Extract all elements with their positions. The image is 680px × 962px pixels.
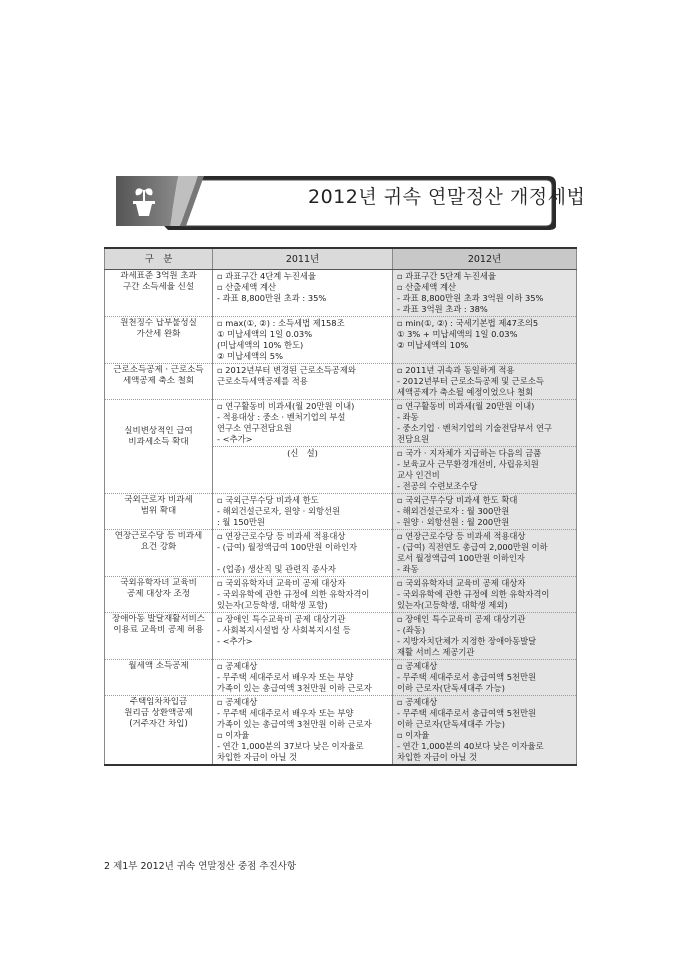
cell-2011-line: - 사회복지시설법 상 사회복지시설 등: [217, 625, 351, 635]
cell-2012-line: - 연간 1,000분의 40보다 낮은 이자율로: [397, 741, 544, 751]
category-line: 세액공제 축소 철회: [122, 376, 195, 386]
cell-2011-line: - (업종) 생산직 및 관련직 종사자: [217, 564, 336, 574]
row-category: [105, 270, 213, 317]
row-category: [105, 577, 213, 613]
cell-2011-line: [217, 553, 388, 564]
cell-2011-line: - 해외건설근로자, 원양 · 외항선원: [217, 506, 341, 516]
cell-2011-line: ▫ 이자율: [217, 730, 250, 740]
category-line: 원천징수 납부불성실: [120, 318, 197, 328]
cell-2011: [213, 494, 393, 530]
cell-2011-line: 근로소득세액공제를 적용: [217, 376, 308, 386]
cell-2011-line: ▫ 연장근로수당 등 비과세 적용대상: [217, 531, 346, 541]
cell-2012-line: - (좌동): [397, 625, 426, 635]
table-row: [105, 494, 577, 530]
table-row: [105, 613, 577, 660]
cell-2011: [213, 400, 393, 447]
cell-2012-line: ▫ 2011년 귀속과 동일하게 적용: [397, 365, 515, 375]
row-category: [105, 660, 213, 696]
cell-2011-line: ② 미납세액의 5%: [217, 351, 283, 361]
cell-2011-line: ▫ max(①, ②) : 소득세법 제158조: [217, 318, 345, 328]
cell-2012: [393, 364, 577, 400]
cell-2012-line: - 무주택 세대주로서 총급여액 5천만원: [397, 708, 537, 718]
row-category: [105, 494, 213, 530]
category-line: 근로소득공제 · 근로소득: [113, 365, 204, 375]
category-line: 실비변상적인 급여: [124, 426, 193, 436]
cell-2012-line: - 좌동: [397, 564, 419, 574]
cell-2011-line: ▫ 국외근무수당 비과세 한도: [217, 495, 319, 505]
table-row: [105, 696, 577, 766]
cell-2011-line: - 국외유학에 관한 규정에 의한 유학자격이: [217, 589, 370, 599]
category-line: 요건 강화: [140, 542, 177, 552]
row-category: [105, 400, 213, 494]
cell-2011-line: ▫ 장애인 특수교육비 공제 대상기관: [217, 614, 346, 624]
cell-2012-line: 세액공제가 축소될 예정이었으나 철회: [397, 387, 534, 397]
cell-2012-line: ▫ 국가 · 지자체가 지급하는 다음의 금품: [397, 448, 542, 458]
cell-2011-line: ▫ 국외유학자녀 교육비 공제 대상자: [217, 578, 346, 588]
category-line: 장애아동 발달재활서비스: [111, 614, 206, 624]
cell-2011-line: - 연간 1,000분의 37보다 낮은 이자율로: [217, 741, 364, 751]
cell-2012-line: ▫ min(①, ②) : 국세기본법 제47조의5: [397, 318, 539, 328]
cell-2011-line: - <추가>: [217, 636, 253, 646]
table-row: [105, 577, 577, 613]
cell-2011: [213, 660, 393, 696]
cell-2012-line: 이하 근로자(단독세대주 가능): [397, 719, 505, 729]
header-2012: 2012년: [393, 248, 577, 270]
cell-2012-line: 이하 근로자(단독세대주 가능): [397, 683, 505, 693]
cell-2012-line: - 국외유학에 관한 규정에 의한 유학자격이: [397, 589, 550, 599]
table-row: [105, 270, 577, 317]
cell-2012-line: ② 미납세액의 10%: [397, 340, 469, 350]
cell-2012-line: - 중소기업 · 벤처기업의 기술전담부서 연구: [397, 423, 553, 433]
cell-2012-line: ▫ 연구활동비 비과세(월 20만원 이내): [397, 401, 535, 411]
cell-2012-line: - 지방자치단체가 지정한 장애아동발달: [397, 636, 537, 646]
category-line: 국외유학자녀 교육비: [120, 578, 197, 588]
category-line: 과세표준 3억원 초과: [120, 271, 197, 281]
cell-2011: [213, 317, 393, 364]
cell-2012-line: - 원양 · 외항선원 : 월 200만원: [397, 517, 510, 527]
cell-2011-line: ▫ 과표구간 4단계 누진세율: [217, 271, 316, 281]
header-category: 구 분: [105, 248, 213, 270]
cell-2011-line: 가족이 있는 총급여액 3천만원 이하 근로자: [217, 683, 372, 693]
row-category: [105, 317, 213, 364]
row-category: [105, 364, 213, 400]
cell-2011-line: 가족이 있는 총급여액 3천만원 이하 근로자: [217, 719, 372, 729]
category-line: 월세액 소득공제: [128, 661, 189, 671]
cell-2011: [213, 613, 393, 660]
cell-2011-line: ▫ 2012년부터 변경된 근로소득공제와: [217, 365, 356, 375]
cell-2011-line: 차입한 자금이 아닐 것: [217, 752, 298, 762]
cell-2012-line: - 2012년부터 근로소득공제 및 근로소득: [397, 376, 544, 386]
cell-2011-line: - (급여) 월정액급여 100만원 이하인자: [217, 542, 358, 552]
row-category: [105, 696, 213, 766]
cell-2012-line: 로서 월정액급여 100만원 이하인자: [397, 553, 525, 563]
table-row: [105, 364, 577, 400]
category-line: 범위 확대: [140, 506, 177, 516]
cell-2012-line: 재활 서비스 제공기관: [397, 647, 475, 657]
cell-2011-line: 있는자(고등학생, 대학생 포함): [217, 600, 328, 610]
category-line: 이용료 교육비 공제 허용: [113, 625, 204, 635]
cell-2011-line: ▫ 공제대상: [217, 661, 258, 671]
cell-2011-line: ▫ 연구활동비 비과세(월 20만원 이내): [217, 401, 355, 411]
category-line: 구간 소득세율 신설: [122, 282, 195, 292]
row-category: [105, 530, 213, 577]
cell-2011-line: - <추가>: [217, 434, 253, 444]
category-line: 연장근로수당 등 비과세: [114, 531, 203, 541]
cell-2012: [393, 270, 577, 317]
category-line: 원리금 상환액공제: [124, 708, 193, 718]
cell-2012-line: 있는자(고등학생, 대학생 제외): [397, 600, 508, 610]
header-2011: 2011년: [213, 248, 393, 270]
category-line: 공제 대상자 조정: [127, 589, 190, 599]
cell-2012-line: 교사 인건비: [397, 470, 440, 480]
table-row: [105, 530, 577, 577]
page-title: 2012년 귀속 연말정산 개정세법: [308, 186, 586, 208]
table-row: [105, 400, 577, 447]
cell-2012-line: 전담요원: [397, 434, 430, 444]
cell-2011-line: - 무주택 세대주로서 배우자 또는 부양: [217, 672, 354, 682]
cell-2012: [393, 696, 577, 766]
cell-2011: [213, 270, 393, 317]
cell-2012-line: ▫ 과표구간 5단계 누진세율: [397, 271, 496, 281]
category-line: (거주자간 차입): [129, 719, 188, 729]
cell-2012-line: - (급여) 직전연도 총급여 2,000만원 이하: [397, 542, 548, 552]
cell-2011-line: - 적용대상 : 중소 · 벤처기업의 부설: [217, 412, 346, 422]
cell-2012-line: ▫ 산출세액 계산: [397, 282, 456, 292]
cell-2011-line: - 무주택 세대주로서 배우자 또는 부양: [217, 708, 354, 718]
cell-2012-line: ▫ 공제대상: [397, 697, 438, 707]
cell-2011: [213, 577, 393, 613]
cell-2011-line: - 과표 8,800만원 초과 : 35%: [217, 293, 327, 303]
cell-2012: [393, 530, 577, 577]
cell-2011: [213, 530, 393, 577]
category-line: 국외근로자 비과세: [124, 495, 193, 505]
cell-2012-line: - 좌동: [397, 412, 419, 422]
cell-2012: [393, 317, 577, 364]
cell-2012-line: - 과표 3억원 초과 : 38%: [397, 304, 488, 314]
cell-2012-line: - 전공의 수련보조수당: [397, 481, 478, 491]
cell-2012-line: 차입한 자금이 아닐 것: [397, 752, 478, 762]
category-line: 가산세 완화: [136, 329, 181, 339]
table-row: [105, 317, 577, 364]
cell-2011-line: : 월 150만원: [217, 517, 265, 527]
cell-2012: [393, 494, 577, 530]
cell-2012-line: ▫ 국외근무수당 비과세 한도 확대: [397, 495, 518, 505]
cell-2012-line: ▫ 연장근로수당 등 비과세 적용대상: [397, 531, 526, 541]
cell-2011: [213, 447, 393, 494]
table-row: [105, 660, 577, 696]
cell-2012-line: - 무주택 세대주로서 총급여액 5천만원: [397, 672, 537, 682]
cell-2011-line: ① 미납세액의 1일 0.03%: [217, 329, 313, 339]
cell-2011-line: ▫ 공제대상: [217, 697, 258, 707]
cell-2012-line: - 과표 8,800만원 초과 3억원 이하 35%: [397, 293, 544, 303]
cell-2011-line: (신 설): [287, 448, 318, 458]
category-line: 비과세소득 확대: [128, 437, 189, 447]
cell-2012: [393, 447, 577, 494]
section-banner: [108, 168, 586, 234]
cell-2012-line: - 보육교사 근무환경개선비, 사립유치원: [397, 459, 539, 469]
cell-2012-line: ▫ 이자율: [397, 730, 430, 740]
cell-2012-line: ▫ 국외유학자녀 교육비 공제 대상자: [397, 578, 526, 588]
table-header-row: [105, 248, 577, 270]
cell-2012-line: - 해외건설근로자 : 월 300만원: [397, 506, 510, 516]
category-line: 주택임차차입금: [129, 697, 188, 707]
cell-2012: [393, 660, 577, 696]
cell-2012-line: ▫ 장애인 특수교육비 공제 대상기관: [397, 614, 526, 624]
page-footer: 2 제1부 2012년 귀속 연말정산 중점 추진사항: [104, 861, 297, 872]
cell-2012: [393, 577, 577, 613]
cell-2011: [213, 696, 393, 766]
cell-2011-line: ▫ 산출세액 계산: [217, 282, 276, 292]
cell-2012-line: ① 3% + 미납세액의 1일 0.03%: [397, 329, 518, 339]
cell-2012: [393, 400, 577, 447]
row-category: [105, 613, 213, 660]
cell-2011-line: (미납세액의 10% 한도): [217, 340, 304, 350]
tax-change-table: [104, 247, 577, 766]
cell-2012-line: ▫ 공제대상: [397, 661, 438, 671]
cell-2012: [393, 613, 577, 660]
cell-2011: [213, 364, 393, 400]
cell-2011-line: 연구소 연구전담요원: [217, 423, 292, 433]
